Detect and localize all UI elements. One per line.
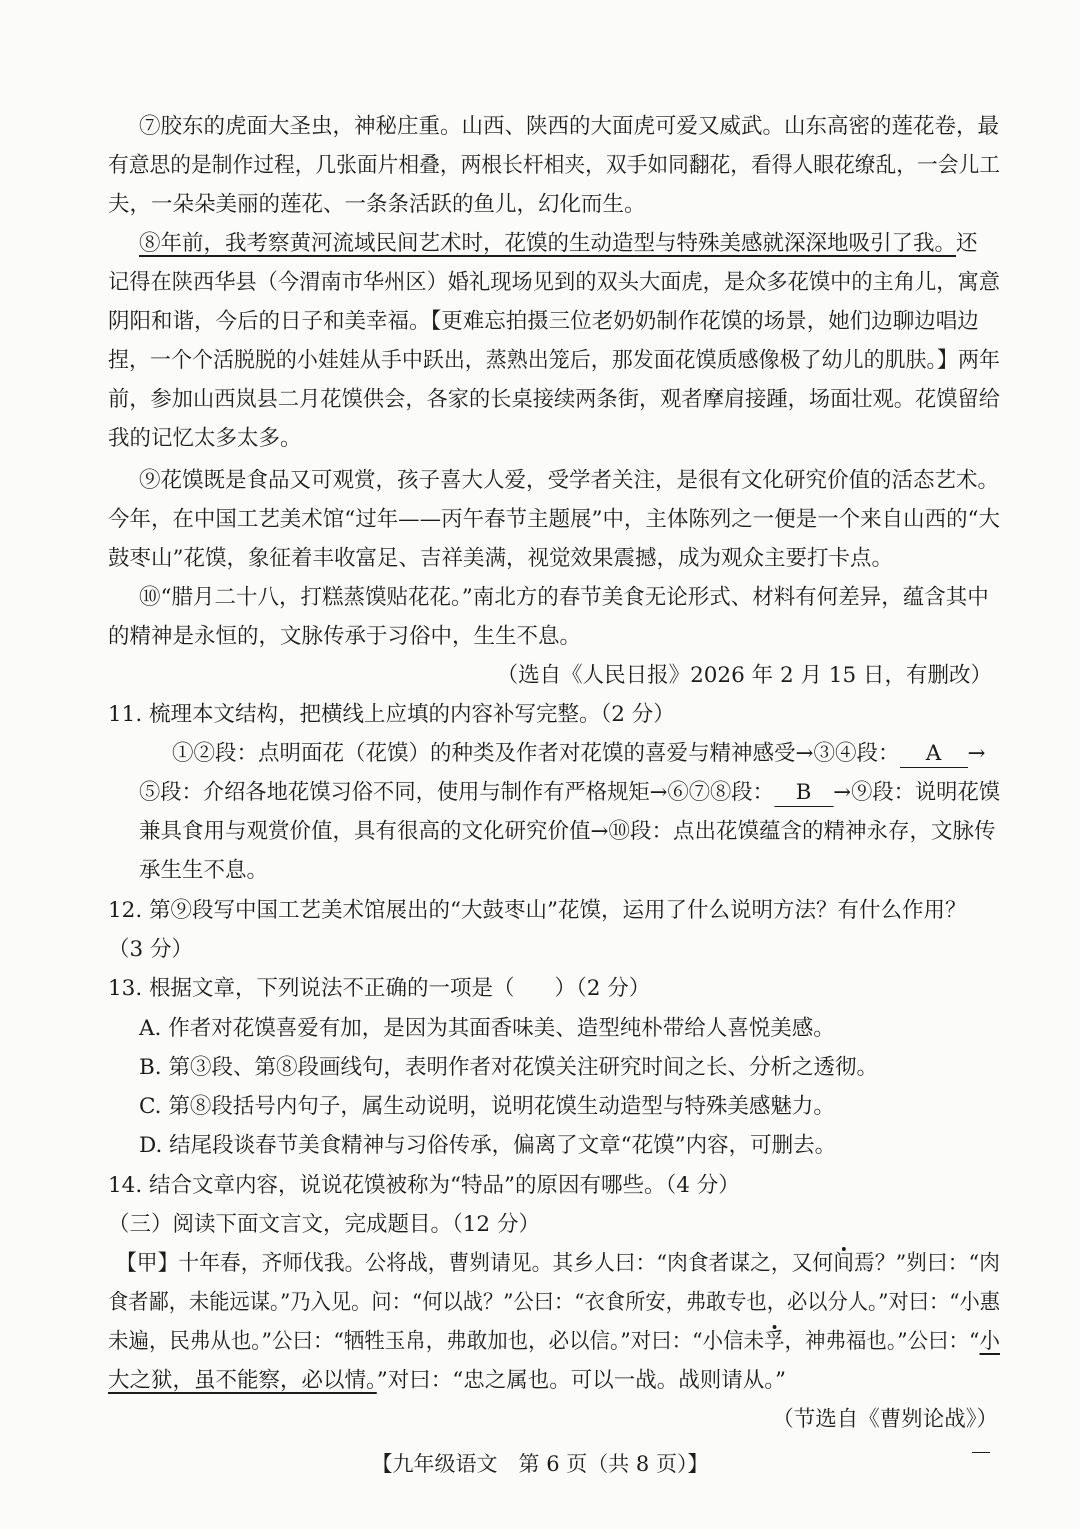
underlined-sentence: 大之狱，虽不能察，必以情。 (108, 1368, 377, 1393)
article-source: （选自《人民日报》2026 年 2 月 15 日，有删改） (496, 663, 992, 688)
emphasis-dot-char: 间 (833, 1251, 855, 1276)
paragraph-8-line-2: 记得在陕西华县（今渭南市华州区）婚礼现场见到的双头大面虎，是众多花馍中的主角儿，寓意 (108, 270, 1000, 295)
paragraph-8-line-5: 前，参加山西岚县二月花馍供会，各家的长桌接续两条街，观者摩肩接踵，场面壮观。花馍留给 (108, 387, 1000, 412)
answer-blank-b[interactable]: B (774, 780, 833, 807)
question-11-line-4: 承生生不息。 (139, 858, 269, 883)
page-footer: 【九年级语文 第 6 页（共 8 页）】 (371, 1452, 709, 1476)
classical-text-line-1: 【甲】十年春，齐师伐我。公将战，曹刿请见。其乡人曰：“肉食者谋之，又何间焉？”刿曰：“肉 (116, 1251, 1000, 1276)
paragraph-9-line-2: 今年，在中国工艺美术馆“过年——丙午春节主题展”中，主体陈列之一便是一个来自山西的“大 (108, 507, 1001, 532)
paragraph-7-line-2: 有意思的是制作过程，几张面片相叠，两根长杆相夹，双手如同翻花，看得人眼花缭乱，一会儿工 (108, 153, 1000, 178)
question-12-line-1: 12. 第⑨段写中国工艺美术馆展出的“大鼓枣山”花馍，运用了什么说明方法？有什么作用？ (108, 898, 967, 923)
paragraph-7-line-1: ⑦胶东的虎面大圣虫，神秘庄重。山西、陕西的大面虎可爱又威武。山东高密的莲花卷，最 (139, 114, 1000, 139)
corner-mark (972, 1452, 990, 1453)
option-a: A. 作者对花馍喜爱有加，是因为其面香味美、造型纯朴带给人喜悦美感。 (139, 1016, 835, 1041)
underlined-sentence: 小 (979, 1329, 1000, 1354)
question-12-line-2: （3 分） (108, 937, 194, 962)
option-c: C. 第⑧段括号内句子，属生动说明，说明花馍生动造型与特殊美感魅力。 (139, 1094, 835, 1119)
paragraph-8-line-3: 阴阳和谐，今后的日子和美幸福。【更难忘拍摄三位老奶奶制作花馍的场景，她们边聊边唱边 (108, 309, 979, 334)
question-11-line-2: ⑤段：介绍各地花馍习俗不同，使用与制作有严格规矩→⑥⑦⑧段： B →⑨段：说明花馍 (139, 780, 1000, 805)
paragraph-7-line-3: 夫，一朵朵美丽的莲花、一条条活跃的鱼儿，幻化而生。 (108, 192, 646, 217)
question-13-stem: 13. 根据文章，下列说法不正确的一项是（ ）（2 分） (108, 976, 651, 1001)
classical-text-line-4: 大之狱，虽不能察，必以情。”对曰：“忠之属也。可以一战。战则请从。” (108, 1368, 786, 1393)
paragraph-8-line-4: 捏，一个个活脱脱的小娃娃从手中跃出，蒸熟出笼后，那发面花馍质感像极了幼儿的肌肤。】两年 (108, 348, 1001, 373)
emphasis-dot-char: 孚 (764, 1329, 785, 1354)
question-11-line-3: 兼具食用与观赏价值，具有很高的文化研究价值→⑩段：点出花馍蕴含的精神永存，文脉传 (139, 819, 996, 844)
paragraph-10-line-2: 的精神是永恒的，文脉传承于习俗中，生生不息。 (108, 624, 582, 649)
paragraph-9-line-1: ⑨花馍既是食品又可观赏，孩子喜大人爱，受学者关注，是很有文化研究价值的活态艺术。 (139, 468, 1000, 493)
classical-source: （节选自《曹刿论战》） (772, 1407, 998, 1432)
question-11-line-1: ①②段：点明面花（花馍）的种类及作者对花馍的喜爱与精神感受→③④段： A → (172, 741, 986, 766)
question-14: 14. 结合文章内容，说说花馍被称为“特品”的原因有哪些。（4 分） (108, 1173, 740, 1198)
option-b: B. 第③段、第⑧段画线句，表明作者对花馍关注研究时间之长、分析之透彻。 (139, 1055, 878, 1080)
section-3-heading: （三）阅读下面文言文，完成题目。（12 分） (108, 1212, 540, 1237)
paragraph-8-line-6: 我的记忆太多太多。 (108, 426, 302, 451)
paragraph-10-line-1: ⑩“腊月二十八，打糕蒸馍贴花花。”南北方的春节美食无论形式、材料有何差异，蕴含其中 (139, 585, 989, 610)
paragraph-9-line-3: 鼓枣山”花馍，象征着丰收富足、吉祥美满，视觉效果震撼，成为观众主要打卡点。 (108, 546, 893, 571)
option-d: D. 结尾段谈春节美食精神与习俗传承，偏离了文章“花馍”内容，可删去。 (139, 1133, 837, 1158)
classical-text-line-3: 未遍，民弗从也。”公曰：“牺牲玉帛，弗敢加也，必以信。”对曰：“小信未孚，神弗福也。”公曰：“小 (108, 1329, 1000, 1354)
underlined-sentence: ⑧年前，我考察黄河流域民间艺术时，花馍的生动造型与特殊美感就深深地吸引了我。 (139, 231, 957, 256)
paragraph-8-line-1: ⑧年前，我考察黄河流域民间艺术时，花馍的生动造型与特殊美感就深深地吸引了我。还 (139, 231, 978, 256)
classical-text-line-2: 食者鄙，未能远谋。”乃入见。问：“何以战？”公曰：“衣食所安，弗敢专也，必以分人。”对曰：“小惠 (108, 1290, 1001, 1315)
answer-blank-a[interactable]: A (900, 741, 968, 768)
question-11-stem: 11. 梳理本文结构，把横线上应填的内容补写完整。（2 分） (108, 702, 675, 727)
